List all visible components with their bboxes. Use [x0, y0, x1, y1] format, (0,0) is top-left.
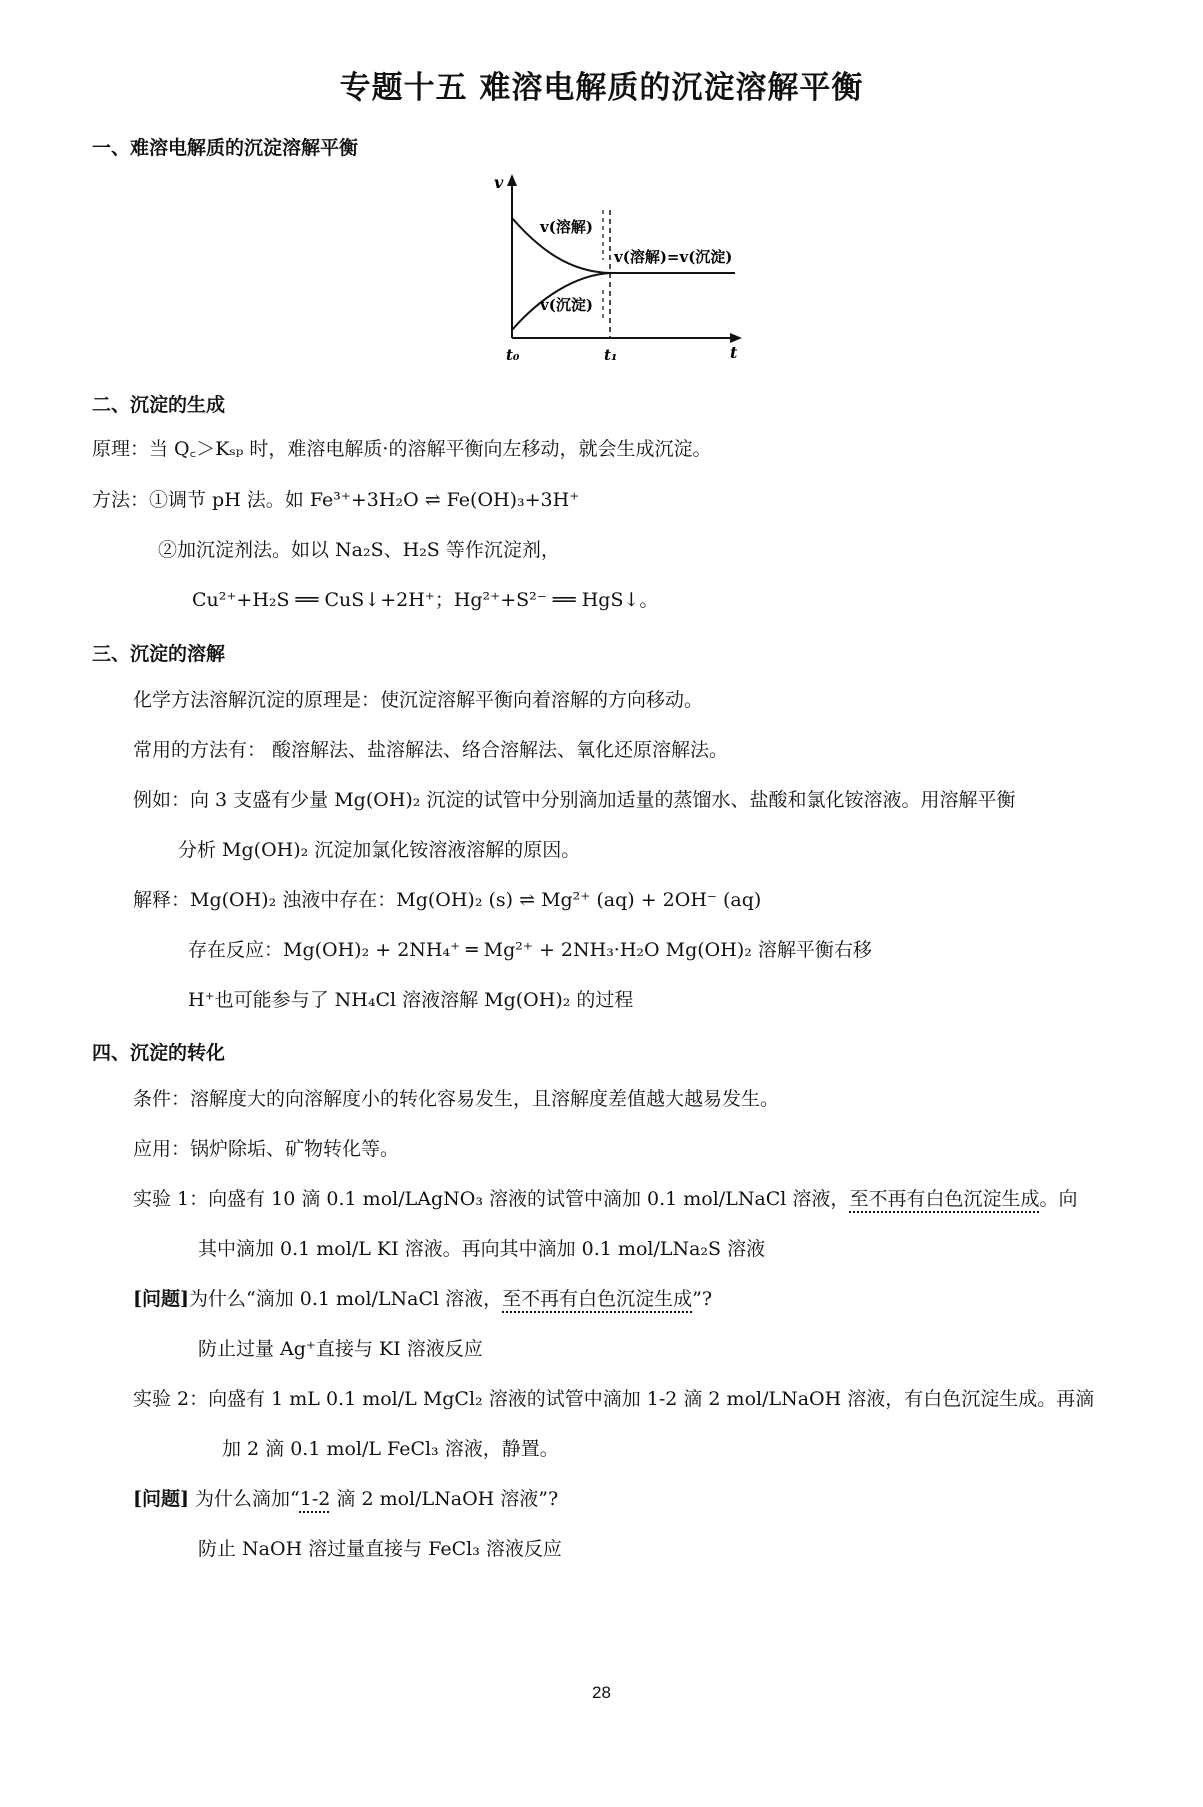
page-number: 28 — [592, 1683, 611, 1702]
s3-line-2: 常用的方法有： 酸溶解法、盐溶解法、络合溶解法、氧化还原溶解法。 — [133, 739, 729, 761]
s4-experiment-1-cont: 其中滴加 0.1 mol/L KI 溶液。再向其中滴加 0.1 mol/LNa₂S 溶液 — [198, 1238, 766, 1260]
graph-dissolve-label: v(溶解) — [540, 218, 593, 236]
graph-t1-label: t₁ — [604, 346, 618, 364]
s2-method-1: 方法：①调节 pH 法。如 Fe³⁺+3H₂O ⇌ Fe(OH)₃+3H⁺ — [92, 489, 580, 511]
graph-equal-label: v(溶解)=v(沉淀) — [614, 248, 733, 266]
section-3-heading: 三、沉淀的溶解 — [92, 643, 226, 665]
s2-method-2-equation: Cu²⁺+H₂S ══ CuS↓+2H⁺；Hg²⁺+S²⁻ ══ HgS↓。 — [192, 589, 659, 611]
s2-principle: 原理：当 Q꜀＞Kₛₚ 时，难溶电解质·的溶解平衡向左移动，就会生成沉淀。 — [92, 438, 712, 460]
s3-line-3: 例如：向 3 支盛有少量 Mg(OH)₂ 沉淀的试管中分别滴加适量的蒸馏水、盐酸和氯化铵溶液。用溶解平衡 — [133, 789, 1016, 811]
section-1-heading: 一、难溶电解质的沉淀溶解平衡 — [92, 137, 359, 159]
s4-condition: 条件：溶解度大的向溶解度小的转化容易发生，且溶解度差值越大越易发生。 — [133, 1088, 780, 1110]
question-1-text-b: ”? — [692, 1288, 713, 1310]
graph-precip-label: v(沉淀) — [540, 296, 593, 314]
s4-answer-2: 防止 NaOH 溶过量直接与 FeCl₃ 溶液反应 — [198, 1538, 562, 1560]
question-1-text-a: 为什么“滴加 0.1 mol/LNaCl 溶液， — [188, 1288, 503, 1310]
s4-experiment-2-cont: 加 2 滴 0.1 mol/L FeCl₃ 溶液，静置。 — [222, 1438, 559, 1460]
s4-question-1 — [133, 1287, 712, 1311]
s4-experiment-2: 实验 2：向盛有 1 mL 0.1 mol/L MgCl₂ 溶液的试管中滴加 1-2 滴 2 mol/LNaOH 溶液，有白色沉淀生成。再滴 — [133, 1388, 1095, 1410]
s3-line-4: 分析 Mg(OH)₂ 沉淀加氯化铵溶液溶解的原因。 — [178, 839, 581, 861]
dissolution-equilibrium-graph — [480, 170, 780, 370]
graph-y-arrow — [507, 174, 517, 186]
s4-experiment-1 — [133, 1187, 1077, 1211]
section-4-heading: 四、沉淀的转化 — [92, 1042, 226, 1064]
question-1-emphasis: 至不再有白色沉淀生成 — [502, 1288, 693, 1310]
graph-t0-label: t₀ — [506, 346, 520, 364]
question-2-text-b: 滴 2 mol/LNaOH 溶液”? — [330, 1488, 559, 1510]
s3-line-5: 解释：Mg(OH)₂ 浊液中存在：Mg(OH)₂ (s) ⇌ Mg²⁺ (aq) + 2OH⁻ (aq) — [133, 889, 762, 911]
question-2-emphasis: 1-2 — [299, 1488, 331, 1510]
exp1-text-b: 。向 — [1039, 1188, 1078, 1210]
s4-answer-1: 防止过量 Ag⁺直接与 KI 溶液反应 — [198, 1338, 483, 1360]
s3-line-6: 存在反应：Mg(OH)₂ + 2NH₄⁺ ═ Mg²⁺ + 2NH₃·H₂O Mg(OH)₂ 溶解平衡右移 — [188, 939, 872, 961]
section-2-heading: 二、沉淀的生成 — [92, 394, 226, 416]
exp1-emphasis: 至不再有白色沉淀生成 — [849, 1188, 1040, 1210]
s4-application: 应用：锅炉除垢、矿物转化等。 — [133, 1138, 400, 1160]
page-title: 专题十五 难溶电解质的沉淀溶解平衡 — [339, 70, 864, 106]
s3-line-7: H⁺也可能参与了 NH₄Cl 溶液溶解 Mg(OH)₂ 的过程 — [188, 989, 634, 1011]
question-1-label: [问题] — [133, 1288, 189, 1310]
graph-x-label: t — [730, 343, 738, 362]
s2-method-2: ②加沉淀剂法。如以 Na₂S、H₂S 等作沉淀剂， — [158, 539, 560, 561]
exp1-text-a: 实验 1：向盛有 10 滴 0.1 mol/LAgNO₃ 溶液的试管中滴加 0.1 mol/LNaCl 溶液， — [133, 1188, 850, 1210]
graph-y-label: v — [494, 173, 504, 192]
graph-x-arrow — [730, 333, 742, 343]
s3-line-1: 化学方法溶解沉淀的原理是：使沉淀溶解平衡向着溶解的方向移动。 — [133, 689, 704, 711]
question-2-label: [问题] — [133, 1488, 189, 1510]
question-2-text-a: 为什么滴加“ — [188, 1488, 300, 1510]
s4-question-2 — [133, 1487, 558, 1511]
